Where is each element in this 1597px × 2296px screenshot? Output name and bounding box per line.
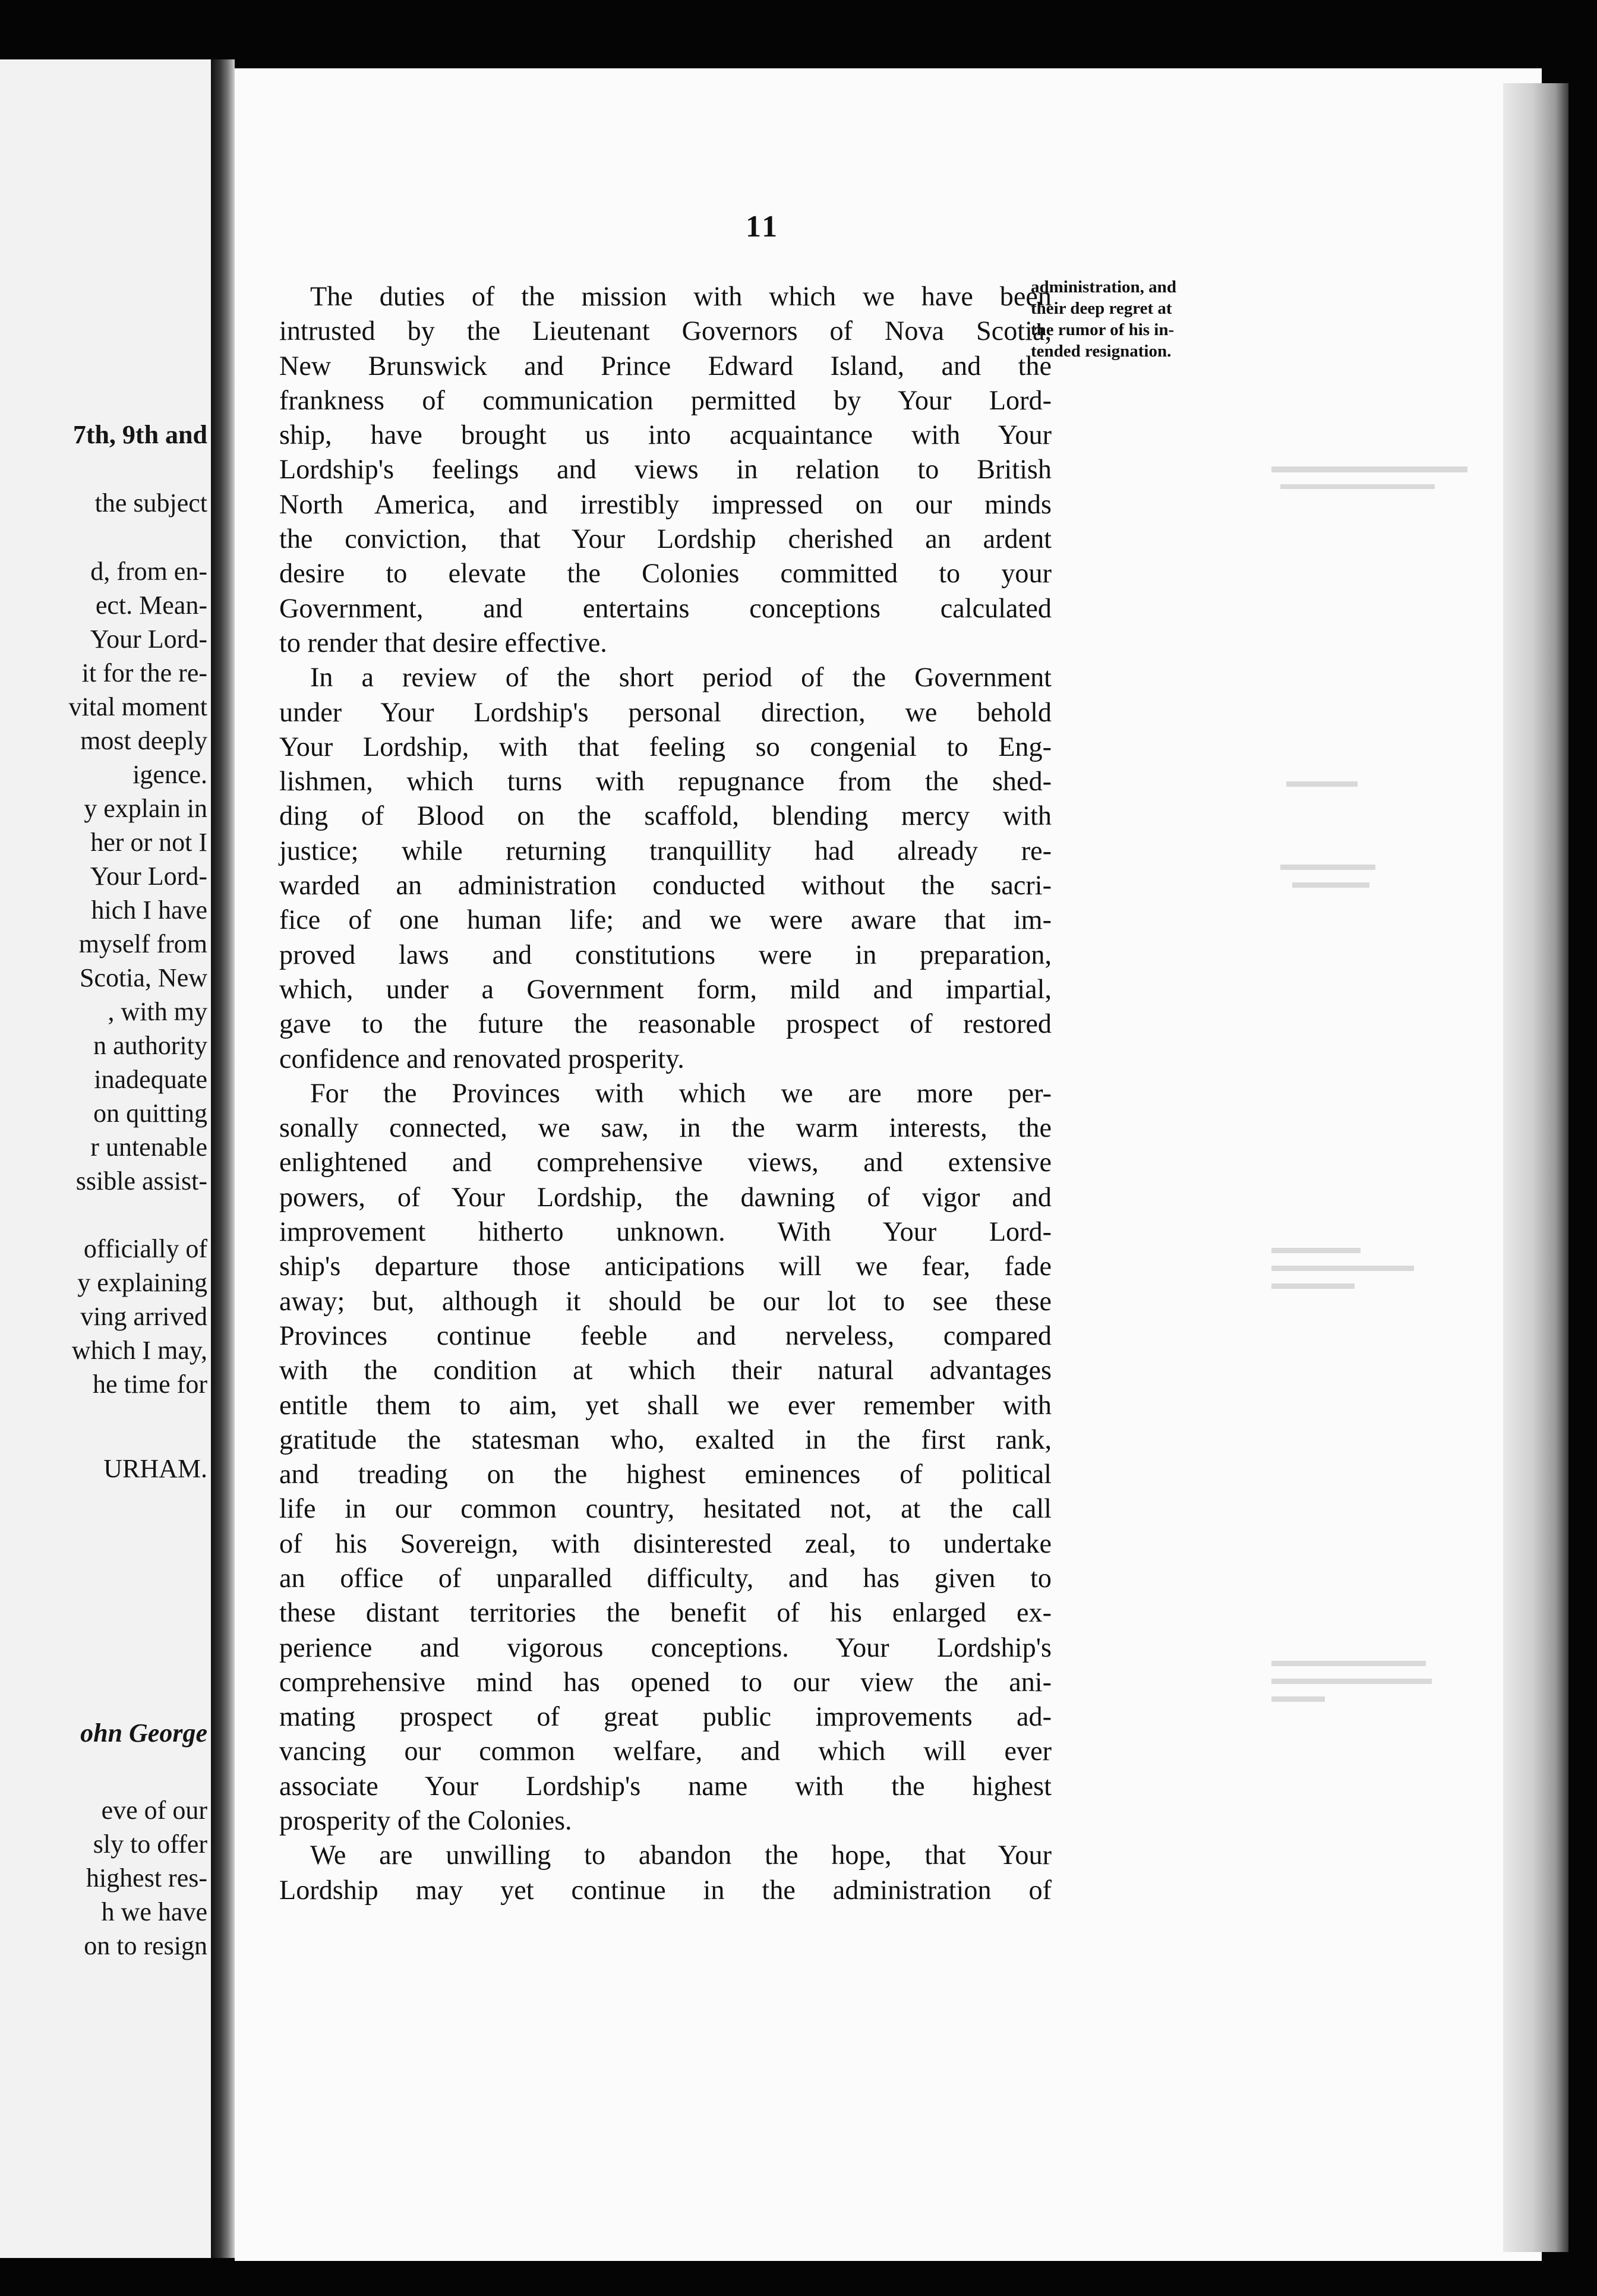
- facing-page-line: ving arrived: [80, 1302, 207, 1331]
- body-line: enlightened and comprehensive views, and extensive: [279, 1147, 1052, 1178]
- facing-page-line: her or not I: [90, 828, 207, 857]
- body-line: which, under a Government form, mild and impartial,: [279, 973, 1052, 1004]
- page-edge-shadow: [1503, 83, 1568, 2252]
- facing-page-line: Scotia, New: [79, 963, 207, 992]
- facing-page-line: the subject: [94, 488, 207, 518]
- marginal-note-line: the rumor of his in-: [1031, 320, 1175, 339]
- facing-page-line: vital moment: [68, 692, 207, 721]
- facing-page-line: ohn George: [80, 1718, 207, 1748]
- body-line: Government, and entertains conceptions calculated: [279, 592, 1052, 623]
- facing-page-line: myself from: [78, 929, 207, 958]
- body-line: and treading on the highest eminences of political: [279, 1459, 1052, 1490]
- body-line: entitle them to aim, yet shall we ever remember with: [279, 1389, 1052, 1420]
- body-line: powers, of Your Lordship, the dawning of vigor and: [279, 1181, 1052, 1212]
- body-line: fice of one human life; and we were aware that im-: [279, 904, 1052, 935]
- facing-page-line: inadequate: [94, 1065, 207, 1094]
- body-line: lishmen, which turns with repugnance from the shed-: [279, 766, 1052, 797]
- body-line: New Brunswick and Prince Edward Island, and the: [279, 350, 1052, 381]
- facing-page-line: , with my: [108, 997, 207, 1026]
- facing-page-line: sly to offer: [93, 1830, 207, 1859]
- body-line: improvement hitherto unknown. With Your Lord-: [279, 1216, 1052, 1247]
- body-line: of his Sovereign, with disinterested zeal, to undertake: [279, 1528, 1052, 1559]
- facing-page-line: ssible assist-: [75, 1166, 207, 1196]
- body-line: frankness of communication permitted by Your Lord-: [279, 384, 1052, 415]
- facing-page-line: y explain in: [84, 794, 207, 823]
- page-number: 11: [746, 210, 780, 244]
- marginal-note-line: their deep regret at: [1031, 299, 1172, 318]
- body-line: perience and vigorous conceptions. Your Lordship's: [279, 1632, 1052, 1663]
- body-line: ship, have brought us into acquaintance with Your: [279, 420, 1052, 450]
- book-gutter: [211, 59, 235, 2258]
- body-line: ship's departure those anticipations will we fear, fade: [279, 1251, 1052, 1282]
- body-line: ding of Blood on the scaffold, blending mercy with: [279, 800, 1052, 831]
- facing-page-line: y explaining: [77, 1268, 207, 1297]
- facing-page-line: most deeply: [80, 726, 207, 755]
- facing-page-left: [0, 59, 211, 2258]
- body-text: [279, 279, 1052, 1907]
- facing-page-line: hich I have: [91, 895, 207, 925]
- body-line: vancing our common welfare, and which will ever: [279, 1736, 1052, 1767]
- marginal-note-line: tended resignation.: [1031, 342, 1172, 361]
- facing-page-line: igence.: [132, 760, 207, 789]
- facing-page-line: r untenable: [90, 1133, 207, 1162]
- facing-page-line: h we have: [101, 1897, 207, 1926]
- body-line: confidence and renovated prosperity.: [279, 1043, 684, 1074]
- body-line: to render that desire effective.: [279, 627, 607, 658]
- facing-page-line: 7th, 9th and: [72, 420, 207, 449]
- facing-page-line: on quitting: [93, 1099, 207, 1128]
- facing-page-line: which I may,: [71, 1336, 207, 1365]
- body-line: these distant territories the benefit of his enlarged ex-: [279, 1597, 1052, 1628]
- facing-page-line: URHAM.: [103, 1454, 207, 1483]
- facing-page-line: he time for: [92, 1370, 207, 1399]
- body-line: with the condition at which their natural advantages: [279, 1355, 1052, 1386]
- body-line: associate Your Lordship's name with the highest: [279, 1770, 1052, 1801]
- marginal-note-line: administration, and: [1031, 277, 1176, 297]
- body-line: sonally connected, we saw, in the warm interests, the: [279, 1112, 1052, 1143]
- body-line: desire to elevate the Colonies committed to your: [279, 558, 1052, 589]
- facing-page-line: officially of: [83, 1234, 207, 1263]
- facing-page-line: it for the re-: [81, 658, 207, 687]
- body-line: For the Provinces with which we are more per-: [310, 1077, 1052, 1108]
- facing-page-line: highest res-: [86, 1863, 207, 1893]
- body-line: We are unwilling to abandon the hope, that Your: [310, 1840, 1052, 1871]
- body-line: gratitude the statesman who, exalted in the first rank,: [279, 1424, 1052, 1455]
- body-line: proved laws and constitutions were in preparation,: [279, 939, 1052, 970]
- body-line: warded an administration conducted without the sacri-: [279, 870, 1052, 901]
- body-line: justice; while returning tranquillity had already re-: [279, 835, 1052, 866]
- body-line: In a review of the short period of the Government: [310, 662, 1052, 693]
- facing-page-line: n authority: [93, 1031, 207, 1060]
- facing-page-line: eve of our: [101, 1796, 207, 1825]
- body-line: life in our common country, hesitated not, at the call: [279, 1493, 1052, 1524]
- body-line: the conviction, that Your Lordship cherished an ardent: [279, 523, 1052, 554]
- body-line: Lordship's feelings and views in relation to British: [279, 454, 1052, 485]
- body-line: gave to the future the reasonable prospect of restored: [279, 1008, 1052, 1039]
- body-line: prosperity of the Colonies.: [279, 1805, 572, 1836]
- body-line: Provinces continue feeble and nerveless, compared: [279, 1320, 1052, 1351]
- facing-page-line: on to resign: [84, 1931, 207, 1960]
- body-line: under Your Lordship's personal direction, we behold: [279, 696, 1052, 727]
- body-line: away; but, although it should be our lot to see these: [279, 1285, 1052, 1316]
- body-line: an office of unparalled difficulty, and has given to: [279, 1562, 1052, 1593]
- body-line: The duties of the mission with which we have been: [310, 281, 1052, 311]
- facing-page-line: Your Lord-: [90, 625, 207, 654]
- body-line: Your Lordship, with that feeling so congenial to Eng-: [279, 731, 1052, 762]
- facing-page-line: ect. Mean-: [95, 591, 207, 620]
- facing-page-line: Your Lord-: [90, 862, 207, 891]
- facing-page-line: d, from en-: [90, 557, 207, 586]
- body-line: intrusted by the Lieutenant Governors of Nova Scotia,: [279, 316, 1052, 346]
- body-line: mating prospect of great public improvements ad-: [279, 1701, 1052, 1732]
- body-line: comprehensive mind has opened to our view the ani-: [279, 1666, 1052, 1697]
- marginal-note: [1031, 276, 1268, 362]
- body-line: North America, and irrestibly impressed on our minds: [279, 488, 1052, 519]
- body-line: Lordship may yet continue in the administration of: [279, 1874, 1052, 1905]
